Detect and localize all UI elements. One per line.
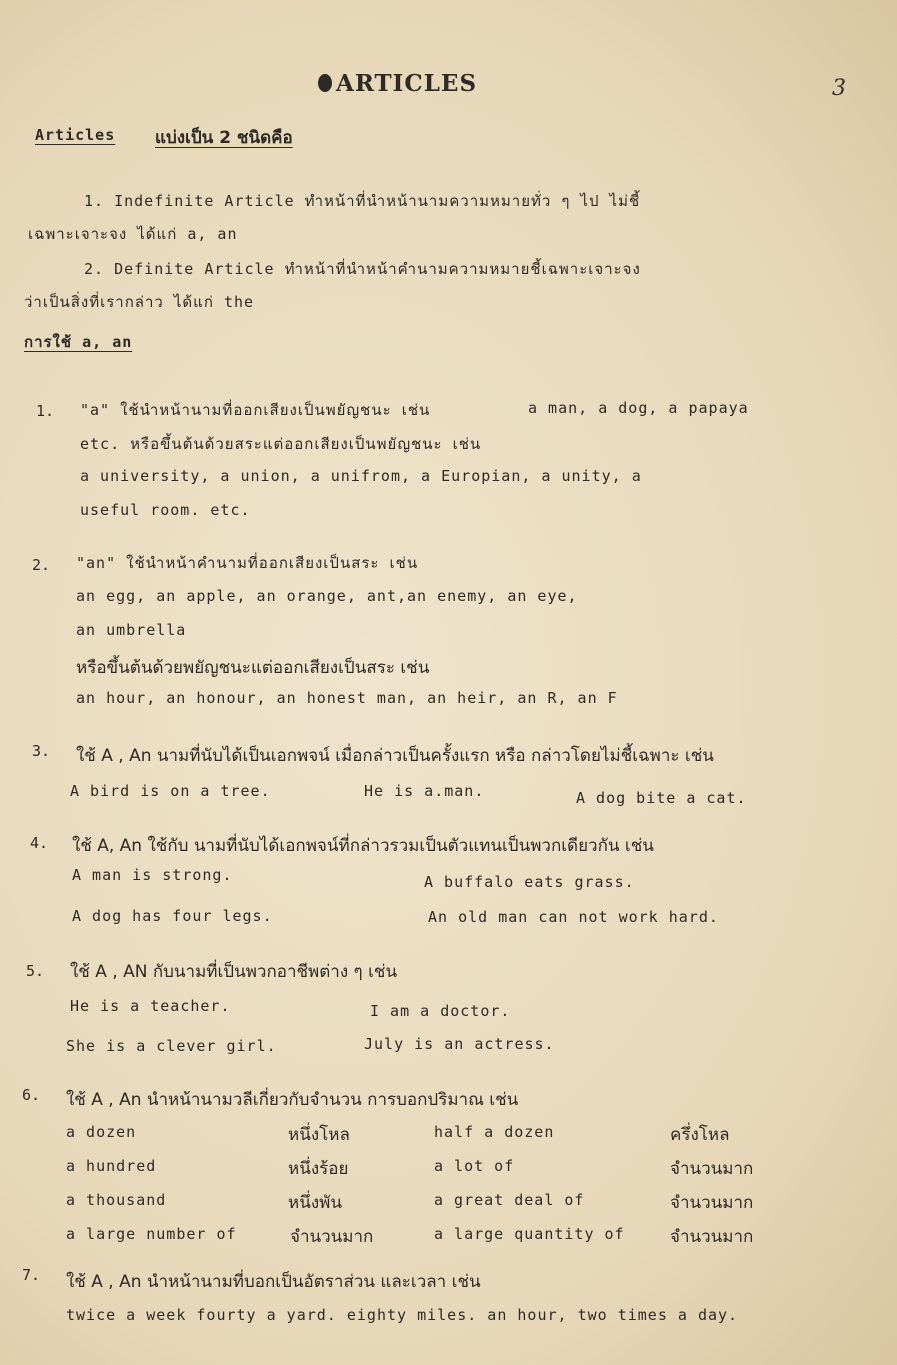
page-title: ARTICLES bbox=[318, 70, 477, 97]
rule-7-number: 7. bbox=[22, 1266, 41, 1284]
quantity-row-2-meaning-2: จำนวนมาก bbox=[670, 1159, 754, 1179]
rule-5-number: 5. bbox=[26, 962, 45, 980]
quantity-row-2-term: a hundred bbox=[66, 1157, 157, 1175]
quantity-row-3-term: a thousand bbox=[66, 1191, 167, 1209]
rule-6-number: 6. bbox=[22, 1086, 41, 1104]
rule-2-text: "an" ใช้นำหน้าคำนามที่ออกเสียงเป็นสระ เช่น bbox=[76, 554, 419, 572]
quantity-row-1-term-2: half a dozen bbox=[434, 1123, 555, 1141]
bullet-icon bbox=[318, 74, 332, 92]
rule-4-example-3: A dog has four legs. bbox=[72, 907, 273, 925]
rule-5-example-1: He is a teacher. bbox=[70, 997, 231, 1015]
rule-5-example-4: July is an actress. bbox=[364, 1035, 555, 1053]
rule-2-number: 2. bbox=[32, 556, 51, 574]
page-number: 3 bbox=[832, 76, 846, 101]
rule-4-example-2: A buffalo eats grass. bbox=[424, 873, 635, 891]
rule-3-example-2: He is a.man. bbox=[364, 782, 485, 800]
rule-1-number: 1. bbox=[36, 402, 55, 420]
quantity-row-4-term-2: a large quantity of bbox=[434, 1225, 625, 1243]
rule-1-line-4: useful room. etc. bbox=[80, 501, 251, 519]
rule-2-line-3: an umbrella bbox=[76, 621, 187, 639]
rule-6-text: ใช้ A , An นำหน้านามวลีเกี่ยวกับจำนวน การบอกปริมาณ เช่น bbox=[66, 1090, 519, 1110]
usage-heading: การใช้ a, an bbox=[24, 333, 133, 351]
type-2-line-2: ว่าเป็นสิ่งที่เรากล่าว ได้แก่ the bbox=[24, 293, 255, 311]
quantity-row-2-meaning: หนึ่งร้อย bbox=[288, 1159, 349, 1179]
quantity-row-3-meaning-2: จำนวนมาก bbox=[670, 1193, 754, 1213]
rule-7-text: ใช้ A , An นำหน้านามที่บอกเป็นอัตราส่วน และเวลา เช่น bbox=[66, 1272, 481, 1292]
quantity-row-3-term-2: a great deal of bbox=[434, 1191, 585, 1209]
rule-7-example-1: twice a week fourty a yard. eighty miles. an hour, two times a day. bbox=[66, 1306, 739, 1324]
rule-2-line-2: an egg, an apple, an orange, ant,an enemy, an eye, bbox=[76, 587, 578, 605]
rule-5-text: ใช้ A , AN กับนามที่เป็นพวกอาชีพต่าง ๆ เช่น bbox=[70, 962, 398, 982]
rule-1-text-end: a man, a dog, a papaya bbox=[528, 399, 749, 417]
quantity-row-1-term: a dozen bbox=[66, 1123, 137, 1141]
rule-2-line-4: หรือขึ้นต้นด้วยพยัญชนะแต่ออกเสียงเป็นสระ เช่น bbox=[76, 658, 430, 678]
quantity-row-1-meaning-2: ครึ่งโหล bbox=[670, 1125, 730, 1145]
rule-4-example-1: A man is strong. bbox=[72, 866, 233, 884]
type-1-line-1: 1. Indefinite Article ทำหน้าที่นำหน้านามความหมายทั่ว ๆ ไป ไม่ชี้ bbox=[84, 192, 641, 210]
quantity-row-2-term-2: a lot of bbox=[434, 1157, 515, 1175]
rule-3-example-1: A bird is on a tree. bbox=[70, 782, 271, 800]
quantity-row-4-term: a large number of bbox=[66, 1225, 237, 1243]
rule-3-number: 3. bbox=[32, 742, 51, 760]
rule-4-text: ใช้ A, An ใช้กับ นามที่นับได้เอกพจน์ที่กล่าวรวมเป็นตัวแทนเป็นพวกเดียวกัน เช่น bbox=[72, 836, 654, 856]
rule-1-text: "a" ใช้นำหน้านามที่ออกเสียงเป็นพยัญชนะ เช่น bbox=[80, 401, 431, 419]
rule-4-number: 4. bbox=[30, 834, 49, 852]
rule-3-example-3: A dog bite a cat. bbox=[576, 789, 747, 807]
quantity-row-4-meaning: จำนวนมาก bbox=[290, 1227, 374, 1247]
rule-2-line-5: an hour, an honour, an honest man, an heir, an R, an F bbox=[76, 689, 618, 707]
rule-5-example-2: I am a doctor. bbox=[370, 1002, 511, 1020]
heading-en: Articles bbox=[35, 126, 116, 144]
quantity-row-3-meaning: หนึ่งพัน bbox=[288, 1193, 342, 1213]
rule-5-example-3: She is a clever girl. bbox=[66, 1037, 277, 1055]
quantity-row-4-meaning-2: จำนวนมาก bbox=[670, 1227, 754, 1247]
type-1-line-2: เฉพาะเจาะจง ได้แก่ a, an bbox=[28, 225, 238, 243]
heading-th: แบ่งเป็น 2 ชนิดคือ bbox=[155, 128, 293, 148]
rule-1-line-3: a university, a union, a unifrom, a Europian, a unity, a bbox=[80, 467, 642, 485]
rule-4-example-4: An old man can not work hard. bbox=[428, 908, 719, 926]
quantity-row-1-meaning: หนึ่งโหล bbox=[288, 1125, 350, 1145]
rule-3-text: ใช้ A , An นามที่นับได้เป็นเอกพจน์ เมื่อกล่าวเป็นครั้งแรก หรือ กล่าวโดยไม่ชี้เฉพาะ เช่น bbox=[76, 746, 714, 766]
type-2-line-1: 2. Definite Article ทำหน้าที่นำหน้าคำนามความหมายชี้เฉพาะเจาะจง bbox=[84, 260, 641, 278]
rule-1-line-2: etc. หรือขึ้นต้นด้วยสระแต่ออกเสียงเป็นพยัญชนะ เช่น bbox=[80, 435, 482, 453]
